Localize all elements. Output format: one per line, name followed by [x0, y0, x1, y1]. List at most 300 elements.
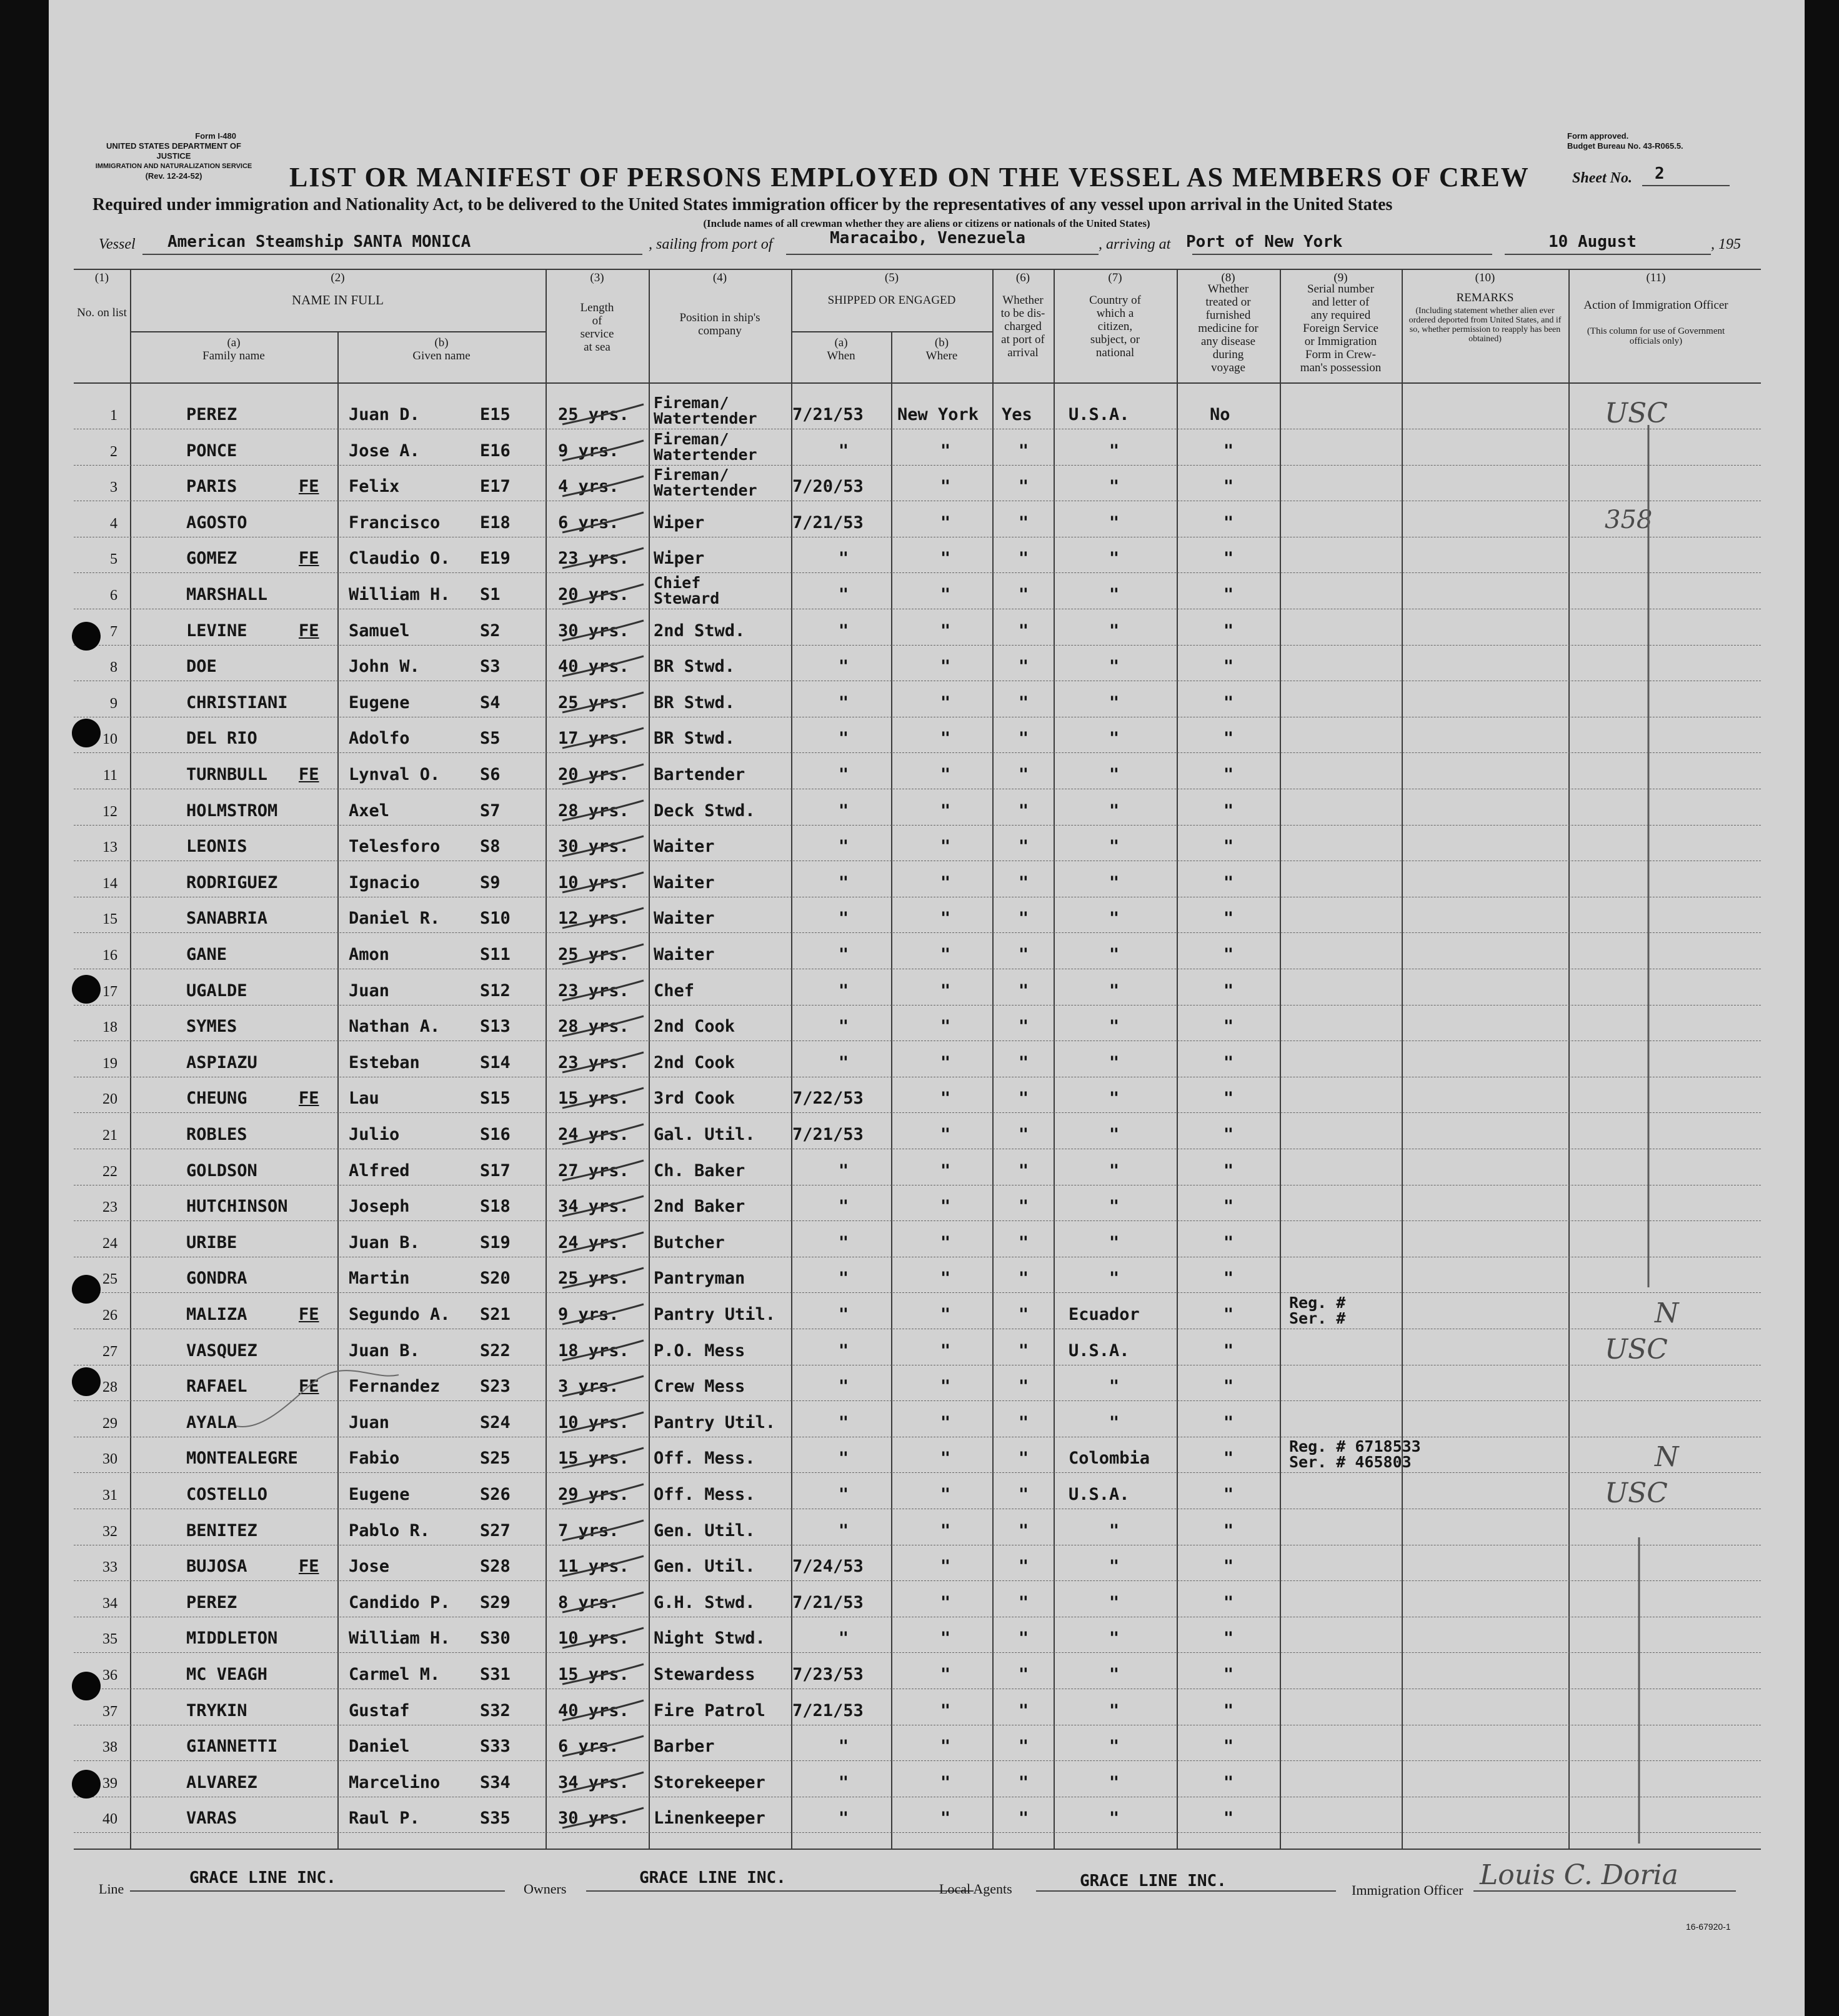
cell-position: Waiter — [654, 945, 715, 964]
cell-family: CHEUNG — [186, 1089, 247, 1109]
cell-family: TURNBULL — [186, 765, 268, 784]
cell-family: HUTCHINSON — [186, 1197, 288, 1217]
cell-position: Waiter — [654, 872, 715, 892]
cell-discharge: " — [1018, 549, 1029, 569]
cell-where: " — [940, 765, 951, 784]
cell-given: Juan B. — [349, 1340, 420, 1360]
cell-position: 2nd Cook — [654, 1017, 735, 1037]
owners-underline — [586, 1890, 974, 1892]
cell-when: " — [838, 1449, 849, 1469]
action-mark: USC — [1605, 1477, 1668, 1509]
cell-country: " — [1109, 1629, 1120, 1649]
cell-service: 12 yrs. — [558, 909, 629, 929]
vessel-name: American Steamship SANTA MONICA — [167, 232, 471, 251]
agents-underline — [1036, 1890, 1336, 1892]
cell-medicine: " — [1223, 1197, 1234, 1217]
cell-medicine: " — [1223, 1700, 1234, 1720]
cell-family: PONCE — [186, 441, 237, 461]
cell-code: S5 — [480, 729, 501, 749]
punch-hole — [72, 719, 101, 747]
cell-medicine: " — [1223, 1232, 1234, 1252]
cell-given: Juan — [349, 1412, 390, 1432]
cell-position: Butcher — [654, 1232, 725, 1252]
row-number: 6 — [110, 587, 117, 604]
cell-discharge: " — [1018, 1809, 1029, 1829]
row-number: 17 — [102, 983, 117, 1000]
cell-medicine: " — [1223, 1809, 1234, 1829]
cell-where: " — [940, 837, 951, 857]
cell-family: COSTELLO — [186, 1485, 268, 1504]
cell-position: Fireman/ Watertender — [654, 466, 757, 500]
cell-position: Night Stwd. — [654, 1629, 765, 1649]
cell-medicine: " — [1223, 909, 1234, 929]
cell-country: " — [1109, 1160, 1120, 1180]
cell-family: VARAS — [186, 1809, 237, 1829]
cell-when: " — [838, 729, 849, 749]
officer-label: Immigration Officer — [1352, 1882, 1463, 1898]
cell-where: " — [940, 1592, 951, 1612]
row-number: 23 — [102, 1199, 117, 1216]
cell-family: RAFAEL — [186, 1377, 247, 1397]
cell-position: Off. Mess. — [654, 1485, 755, 1504]
action-mark: USC — [1605, 1333, 1668, 1365]
row-number: 24 — [102, 1235, 117, 1252]
cell-code: S1 — [480, 585, 501, 604]
cell-given: Lau — [349, 1089, 379, 1109]
cell-code: S6 — [480, 765, 501, 784]
cell-code: S26 — [480, 1485, 511, 1504]
cell-code: S15 — [480, 1089, 511, 1109]
cell-code: S32 — [480, 1700, 511, 1720]
cell-position: Waiter — [654, 909, 715, 929]
cell-fe: FE — [299, 1377, 319, 1397]
col-num-10: (10) — [1475, 271, 1495, 284]
cell-service: 9 yrs. — [558, 441, 619, 461]
action-mark: USC — [1605, 397, 1668, 429]
cell-when: " — [838, 1809, 849, 1829]
cell-family: SYMES — [186, 1017, 237, 1037]
cell-country: " — [1109, 1017, 1120, 1037]
cell-when: " — [838, 1485, 849, 1504]
cell-code: S2 — [480, 621, 501, 641]
cell-medicine: " — [1223, 729, 1234, 749]
cell-service: 8 yrs. — [558, 1592, 619, 1612]
row-number: 18 — [102, 1019, 117, 1036]
cell-family: GOLDSON — [186, 1160, 257, 1180]
cell-medicine: " — [1223, 1449, 1234, 1469]
cell-family: ALVAREZ — [186, 1772, 257, 1792]
cell-when: 7/21/53 — [792, 1125, 864, 1144]
cell-code: S7 — [480, 801, 501, 821]
cell-medicine: No — [1210, 405, 1230, 424]
cell-position: Gal. Util. — [654, 1125, 755, 1144]
row-number: 31 — [102, 1487, 117, 1504]
cell-family: MIDDLETON — [186, 1629, 278, 1649]
cell-given: Telesforo — [349, 837, 441, 857]
cell-country: " — [1109, 765, 1120, 784]
cell-code: E16 — [480, 441, 511, 461]
cell-discharge: " — [1018, 1520, 1029, 1540]
cell-where: " — [940, 1700, 951, 1720]
cell-where: " — [940, 1520, 951, 1540]
cell-position: Crew Mess — [654, 1377, 745, 1397]
cell-fe: FE — [299, 765, 319, 784]
cell-family: MALIZA — [186, 1305, 247, 1324]
cell-discharge: " — [1018, 1557, 1029, 1577]
cell-medicine: " — [1223, 945, 1234, 964]
cell-country: " — [1109, 1269, 1120, 1289]
cell-service: 24 yrs. — [558, 1125, 629, 1144]
cell-country: " — [1109, 1700, 1120, 1720]
cell-when: " — [838, 1197, 849, 1217]
line-label: Line — [99, 1881, 124, 1897]
row-number: 35 — [102, 1631, 117, 1648]
row-number: 26 — [102, 1307, 117, 1324]
cell-discharge: " — [1018, 1052, 1029, 1072]
cell-position: Waiter — [654, 837, 715, 857]
cell-medicine: " — [1223, 549, 1234, 569]
cell-discharge: " — [1018, 1485, 1029, 1504]
row-number: 20 — [102, 1091, 117, 1108]
cell-position: Bartender — [654, 765, 745, 784]
cell-position: Fireman/ Watertender — [654, 394, 757, 427]
cell-where: " — [940, 1809, 951, 1829]
cell-where: " — [940, 1557, 951, 1577]
cell-country: " — [1109, 872, 1120, 892]
cell-code: S10 — [480, 909, 511, 929]
row-number: 21 — [102, 1127, 117, 1144]
cell-when: " — [838, 1232, 849, 1252]
cell-service: 40 yrs. — [558, 1700, 629, 1720]
col-header-family: (a) Family name — [202, 336, 265, 362]
col-num-8: (8) — [1221, 271, 1235, 284]
cell-family: GONDRA — [186, 1269, 247, 1289]
cell-medicine: " — [1223, 1557, 1234, 1577]
cell-where: " — [940, 1377, 951, 1397]
cell-service: 20 yrs. — [558, 585, 629, 604]
cell-position: Chief Steward — [654, 574, 720, 607]
owners-value: GRACE LINE INC. — [639, 1869, 786, 1887]
cell-service: 18 yrs. — [558, 1340, 629, 1360]
cell-discharge: " — [1018, 1449, 1029, 1469]
cell-code: S8 — [480, 837, 501, 857]
row-number: 7 — [110, 623, 117, 640]
cell-discharge: " — [1018, 1629, 1029, 1649]
action-mark: N — [1655, 1297, 1679, 1329]
cell-where: " — [940, 945, 951, 964]
row-number: 3 — [110, 479, 117, 496]
cell-discharge: " — [1018, 512, 1029, 532]
col-num-6: (6) — [1015, 271, 1030, 284]
col-header-given: (b) Given name — [412, 336, 471, 362]
cell-country: " — [1109, 945, 1120, 964]
cell-code: S14 — [480, 1052, 511, 1072]
cell-discharge: " — [1018, 1737, 1029, 1757]
cell-code: S35 — [480, 1809, 511, 1829]
cell-code: S18 — [480, 1197, 511, 1217]
cell-discharge: " — [1018, 1772, 1029, 1792]
col-num-1: (1) — [94, 271, 109, 284]
cell-service: 40 yrs. — [558, 657, 629, 677]
cell-where: " — [940, 801, 951, 821]
approval-line-1: Form approved. — [1567, 131, 1629, 141]
row-number: 8 — [110, 659, 117, 676]
cell-given: Jose A. — [349, 441, 420, 461]
cell-serial: Reg. # 6718533 Ser. # 465803 — [1289, 1437, 1421, 1472]
cell-where: " — [940, 1449, 951, 1469]
sailing-label: , sailing from port of — [649, 236, 773, 252]
cell-when: " — [838, 1377, 849, 1397]
cell-position: 2nd Stwd. — [654, 621, 745, 641]
cell-medicine: " — [1223, 1160, 1234, 1180]
cell-service: 7 yrs. — [558, 1520, 619, 1540]
cell-service: 23 yrs. — [558, 981, 629, 1001]
cell-family: DOE — [186, 657, 217, 677]
cell-country: " — [1109, 512, 1120, 532]
cell-given: Gustaf — [349, 1700, 410, 1720]
cell-given: Nathan A. — [349, 1017, 441, 1037]
cell-when: " — [838, 585, 849, 604]
row-number: 1 — [110, 407, 117, 424]
cell-service: 10 yrs. — [558, 1629, 629, 1649]
punch-hole — [72, 1672, 101, 1700]
cell-when: " — [838, 692, 849, 712]
cell-service: 23 yrs. — [558, 549, 629, 569]
cell-code: S27 — [480, 1520, 511, 1540]
cell-discharge: " — [1018, 1340, 1029, 1360]
cell-family: ROBLES — [186, 1125, 247, 1144]
cell-given: Alfred — [349, 1160, 410, 1180]
cell-service: 10 yrs. — [558, 872, 629, 892]
cell-position: Gen. Util. — [654, 1520, 755, 1540]
cell-code: S17 — [480, 1160, 511, 1180]
cell-code: S23 — [480, 1377, 511, 1397]
include-note: (Include names of all crewman whether they are aliens or citizens or nationals of the United States) — [703, 217, 1150, 229]
punch-hole — [72, 975, 101, 1004]
cell-where: " — [940, 1160, 951, 1180]
row-number: 39 — [102, 1775, 117, 1792]
cell-when: " — [838, 1412, 849, 1432]
cell-given: Fabio — [349, 1449, 400, 1469]
cell-when: " — [838, 1340, 849, 1360]
cell-service: 6 yrs. — [558, 1737, 619, 1757]
cell-position: Linenkeeper — [654, 1809, 765, 1829]
cell-medicine: " — [1223, 1737, 1234, 1757]
cell-position: Pantry Util. — [654, 1412, 776, 1432]
row-number: 19 — [102, 1055, 117, 1072]
cell-country: " — [1109, 1377, 1120, 1397]
cell-position: Gen. Util. — [654, 1557, 755, 1577]
col-header-serial: Serial number and letter of any required Foreign Service or Immigration Form in Crew- man's possession — [1300, 282, 1382, 374]
cell-family: MARSHALL — [186, 585, 268, 604]
agents-value: GRACE LINE INC. — [1080, 1872, 1227, 1890]
cell-country: " — [1109, 1737, 1120, 1757]
cell-family: VASQUEZ — [186, 1340, 257, 1360]
row-number: 27 — [102, 1343, 117, 1360]
row-number: 13 — [102, 839, 117, 856]
cell-fe: FE — [299, 1305, 319, 1324]
row-number: 5 — [110, 551, 117, 568]
cell-position: Pantryman — [654, 1269, 745, 1289]
cell-medicine: " — [1223, 441, 1234, 461]
row-number: 14 — [102, 875, 117, 892]
cell-medicine: " — [1223, 1052, 1234, 1072]
cell-family: GOMEZ — [186, 549, 237, 569]
cell-when: " — [838, 981, 849, 1001]
cell-given: Martin — [349, 1269, 410, 1289]
cell-given: Adolfo — [349, 729, 410, 749]
manifest-title: LIST OR MANIFEST OF PERSONS EMPLOYED ON THE VESSEL AS MEMBERS OF CREW — [289, 162, 1530, 192]
row-number: 38 — [102, 1739, 117, 1756]
cell-discharge: " — [1018, 1017, 1029, 1037]
cell-given: Juan — [349, 981, 390, 1001]
cell-country: " — [1109, 621, 1120, 641]
cell-given: Felix — [349, 477, 400, 497]
cell-when: " — [838, 801, 849, 821]
cell-medicine: " — [1223, 692, 1234, 712]
cell-family: CHRISTIANI — [186, 692, 288, 712]
cell-service: 34 yrs. — [558, 1197, 629, 1217]
cell-discharge: " — [1018, 945, 1029, 964]
row-number: 29 — [102, 1415, 117, 1432]
col-header-name: NAME IN FULL — [292, 292, 384, 307]
cell-when: " — [838, 657, 849, 677]
cell-family: MONTEALEGRE — [186, 1449, 298, 1469]
cell-country: " — [1109, 729, 1120, 749]
form-number: Form I-480 — [195, 131, 236, 141]
cell-where: " — [940, 1052, 951, 1072]
cell-family: LEONIS — [186, 837, 247, 857]
row-number: 36 — [102, 1667, 117, 1684]
cell-given: Daniel R. — [349, 909, 441, 929]
year-prefix: , 195 — [1711, 236, 1741, 252]
cell-service: 10 yrs. — [558, 1412, 629, 1432]
cell-code: S28 — [480, 1557, 511, 1577]
cell-service: 17 yrs. — [558, 729, 629, 749]
cell-discharge: " — [1018, 585, 1029, 604]
cell-where: " — [940, 1485, 951, 1504]
row-number: 12 — [102, 803, 117, 820]
cell-given: Francisco — [349, 512, 441, 532]
cell-position: 2nd Baker — [654, 1197, 745, 1217]
cell-family: AYALA — [186, 1412, 237, 1432]
cell-discharge: " — [1018, 729, 1029, 749]
row-number: 28 — [102, 1379, 117, 1396]
cell-family: AGOSTO — [186, 512, 247, 532]
cell-where: " — [940, 657, 951, 677]
cell-when: " — [838, 837, 849, 857]
cell-service: 25 yrs. — [558, 405, 629, 424]
cell-when: " — [838, 1772, 849, 1792]
cell-family: GIANNETTI — [186, 1737, 278, 1757]
row-number: 15 — [102, 911, 117, 928]
cell-where: " — [940, 1232, 951, 1252]
cell-fe: FE — [299, 1089, 319, 1109]
cell-country: " — [1109, 692, 1120, 712]
cell-discharge: " — [1018, 1592, 1029, 1612]
cell-where: " — [940, 441, 951, 461]
cell-discharge: " — [1018, 1269, 1029, 1289]
cell-medicine: " — [1223, 765, 1234, 784]
cell-medicine: " — [1223, 981, 1234, 1001]
cell-medicine: " — [1223, 1485, 1234, 1504]
cell-position: Wiper — [654, 512, 705, 532]
cell-code: S25 — [480, 1449, 511, 1469]
cell-medicine: " — [1223, 477, 1234, 497]
cell-code: E15 — [480, 405, 511, 424]
vessel-label: Vessel — [99, 236, 136, 252]
row-number: 37 — [102, 1703, 117, 1720]
cell-given: Eugene — [349, 1485, 410, 1504]
cell-country: " — [1109, 1089, 1120, 1109]
cell-given: Fernandez — [349, 1377, 441, 1397]
cell-position: P.O. Mess — [654, 1340, 745, 1360]
cell-position: 2nd Cook — [654, 1052, 735, 1072]
cell-given: Lynval O. — [349, 765, 441, 784]
cell-country: " — [1109, 657, 1120, 677]
cell-country: Ecuador — [1069, 1305, 1140, 1324]
cell-discharge: " — [1018, 1125, 1029, 1144]
cell-discharge: " — [1018, 692, 1029, 712]
cell-country: " — [1109, 1412, 1120, 1432]
cell-code: S29 — [480, 1592, 511, 1612]
officer-underline — [1473, 1890, 1736, 1892]
cell-family: URIBE — [186, 1232, 237, 1252]
col-header-remarks: REMARKS — [1456, 291, 1514, 304]
cell-country: " — [1109, 585, 1120, 604]
cell-discharge: " — [1018, 1160, 1029, 1180]
cell-position: Deck Stwd. — [654, 801, 755, 821]
cell-country: U.S.A. — [1069, 1485, 1130, 1504]
cell-medicine: " — [1223, 1017, 1234, 1037]
row-number: 33 — [102, 1559, 117, 1576]
cell-family: RODRIGUEZ — [186, 872, 278, 892]
cell-position: Storekeeper — [654, 1772, 765, 1792]
cell-when: " — [838, 945, 849, 964]
cell-fe: FE — [299, 621, 319, 641]
cell-position: BR Stwd. — [654, 692, 735, 712]
cell-given: Eugene — [349, 692, 410, 712]
cell-position: Off. Mess. — [654, 1449, 755, 1469]
row-number: 4 — [110, 515, 117, 532]
cell-medicine: " — [1223, 657, 1234, 677]
cell-service: 9 yrs. — [558, 1305, 619, 1324]
row-number: 40 — [102, 1811, 117, 1828]
cell-service: 27 yrs. — [558, 1160, 629, 1180]
col-header-action: Action of Immigration Officer — [1583, 299, 1728, 312]
cell-service: 15 yrs. — [558, 1089, 629, 1109]
cell-discharge: " — [1018, 1700, 1029, 1720]
cell-discharge: " — [1018, 657, 1029, 677]
row-number: 25 — [102, 1271, 117, 1288]
cell-family: PARIS — [186, 477, 237, 497]
cell-medicine: " — [1223, 1340, 1234, 1360]
cell-position: Fireman/ Watertender — [654, 429, 757, 464]
cell-position: Barber — [654, 1737, 715, 1757]
cell-discharge: " — [1018, 1197, 1029, 1217]
punch-hole — [72, 1275, 101, 1304]
row-number: 32 — [102, 1523, 117, 1540]
cell-code: S31 — [480, 1665, 511, 1684]
cell-medicine: " — [1223, 1412, 1234, 1432]
cell-discharge: Yes — [1002, 405, 1032, 424]
cell-medicine: " — [1223, 585, 1234, 604]
cell-service: 11 yrs. — [558, 1557, 629, 1577]
cell-when: 7/21/53 — [792, 512, 864, 532]
cell-family: GANE — [186, 945, 227, 964]
cell-medicine: " — [1223, 837, 1234, 857]
cell-family: HOLMSTROM — [186, 801, 278, 821]
